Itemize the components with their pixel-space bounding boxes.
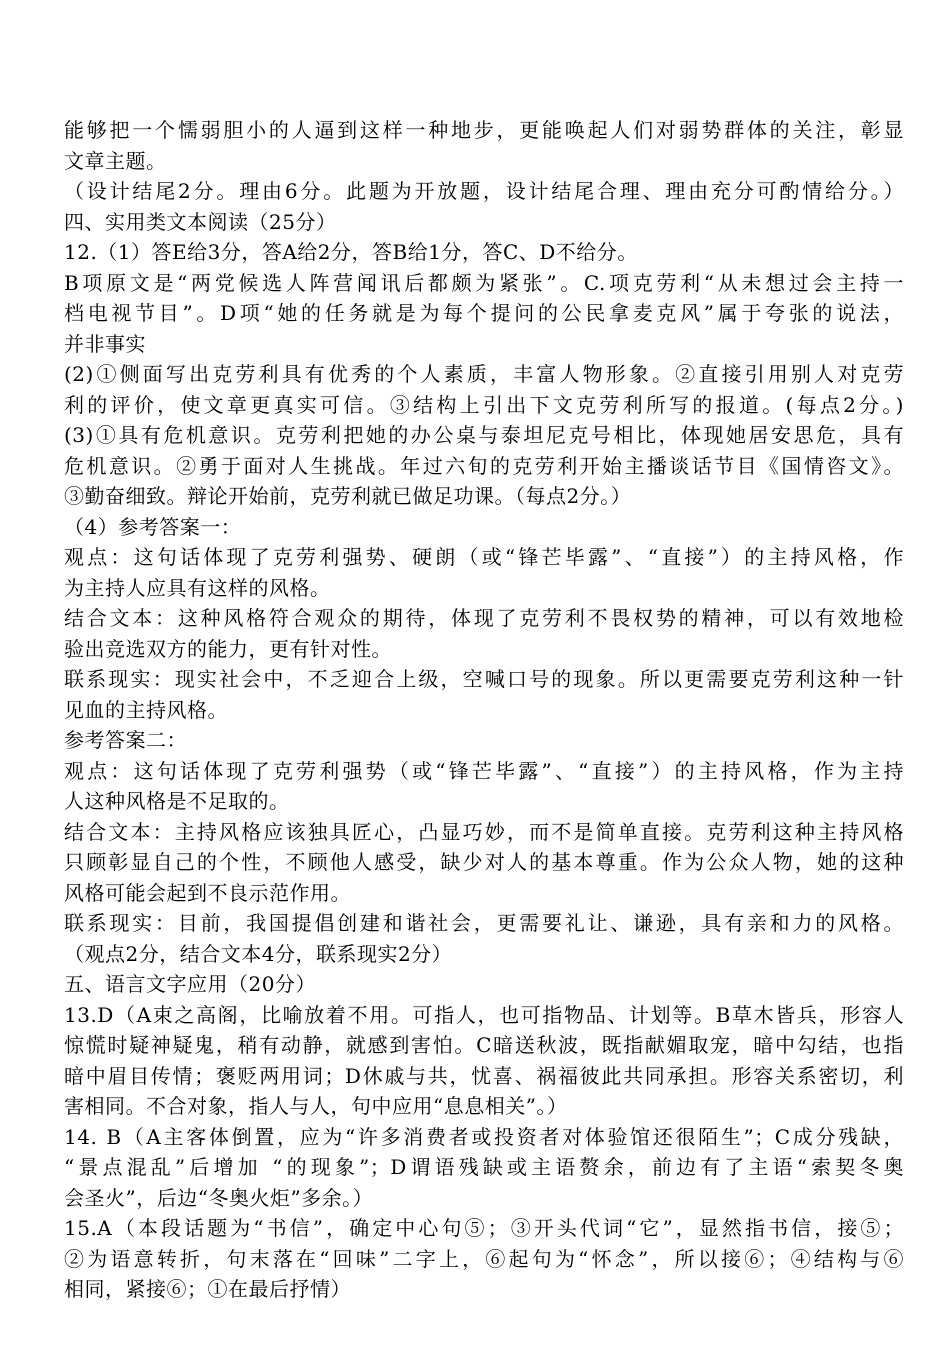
- text-line: (3)①具有危机意识。克劳利把她的办公桌与泰坦尼克号相比，体现她居安思危，具有: [64, 423, 904, 447]
- text-line: 档电视节目”。D项“她的任务就是为每个提问的公民拿麦克风”属于夸张的说法，: [64, 301, 904, 325]
- text-line: 联系现实：现实社会中，不乏迎合上级，空喊口号的现象。所以更需要克劳利这种一针: [64, 667, 904, 691]
- answer-key-document: [64, 115, 904, 1305]
- text-line: 验出竞选双方的能力，更有针对性。: [64, 636, 392, 661]
- text-line: 并非事实: [64, 331, 146, 356]
- text-line: 观点：这句话体现了克劳利强势、硬朗（或“锋芒毕露”、“直接”）的主持风格，作: [64, 545, 904, 569]
- text-line: （设计结尾2分。理由6分。此题为开放题，设计结尾合理、理由充分可酌情给分。）: [64, 179, 904, 203]
- text-line: 15.A（本段话题为“书信”，确定中心句⑤；③开头代词“它”，显然指书信，接⑤；: [64, 1216, 904, 1240]
- text-line: 惊慌时疑神疑鬼，稍有动静，就感到害怕。C暗送秋波，既指献媚取宠，暗中勾结，也指: [64, 1033, 904, 1057]
- text-line: 能够把一个懦弱胆小的人逼到这样一种地步，更能唤起人们对弱势群体的关注，彰显: [64, 118, 904, 142]
- text-line: 文章主题。: [64, 148, 167, 173]
- text-line: 结合文本：这种风格符合观众的期待，体现了克劳利不畏权势的精神，可以有效地检: [64, 606, 904, 630]
- text-line: 14. B（A主客体倒置，应为“许多消费者或投资者对体验馆还很陌生”；C成分残缺，: [64, 1124, 904, 1149]
- text-line: 12.（1）答E给3分，答A给2分，答B给1分，答C、D不给分。: [64, 240, 638, 264]
- text-line: B项原文是“两党候选人阵营闻讯后都颇为紧张”。C.项克劳利“从未想过会主持一: [64, 270, 904, 295]
- text-line: 参考答案二：: [64, 728, 187, 752]
- text-line: 结合文本：主持风格应该独具匠心，凸显巧妙，而不是简单直接。克劳利这种主持风格: [64, 819, 904, 844]
- text-line: （4）参考答案一：: [64, 514, 242, 539]
- text-line: 四、实用类文本阅读（25分）: [64, 209, 337, 234]
- text-line: 相同，紧接⑥；①在最后抒情）: [64, 1277, 351, 1301]
- text-line: 观点：这句话体现了克劳利强势（或“锋芒毕露”、“直接”）的主持风格，作为主持: [64, 758, 904, 783]
- text-line: ②为语意转折，句末落在“回味”二字上，⑥起句为“怀念”，所以接⑥；④结构与⑥: [64, 1246, 904, 1271]
- text-line: 13.D（A束之高阁，比喻放着不用。可指人，也可指物品、计划等。B草木皆兵，形容人: [64, 1002, 904, 1027]
- text-line: 风格可能会起到不良示范作用。: [64, 880, 351, 905]
- text-line: 会圣火”，后边“冬奥火炬”多余。）: [64, 1185, 374, 1210]
- text-line: 联系现实：目前，我国提倡创建和谐社会，更需要礼让、谦逊，具有亲和力的风格。: [64, 911, 904, 935]
- text-line: 见血的主持风格。: [64, 697, 228, 722]
- text-line: 危机意识。②勇于面对人生挑战。年过六旬的克劳利开始主播谈话节目《国情咨文》。: [64, 453, 904, 478]
- text-line: 利的评价，使文章更真实可信。③结构上引出下文克劳利所写的报道。(每点2分。): [64, 392, 904, 417]
- text-line: 只顾彰显自己的个性，不顾他人感受，缺少对人的基本尊重。作为公众人物，她的这种: [64, 850, 904, 874]
- text-line: 为主持人应具有这样的风格。: [64, 575, 331, 600]
- text-line: 五、语言文字应用（20分）: [64, 972, 316, 996]
- text-line: 暗中眉目传情；褒贬两用词；D休戚与共，忧喜、祸福彼此共同承担。形容关系密切，利: [64, 1063, 904, 1088]
- text-line: (2)①侧面写出克劳利具有优秀的个人素质，丰富人物形象。②直接引用别人对克劳: [64, 362, 904, 386]
- text-line: 害相同。不合对象，指人与人，句中应用“息息相关”。）: [64, 1094, 568, 1118]
- text-line: （观点2分，结合文本4分，联系现实2分）: [64, 941, 453, 966]
- text-line: ③勤奋细致。辩论开始前，克劳利就已做足功课。（每点2分。）: [64, 484, 632, 508]
- text-line: “景点混乱”后增加 “的现象”；D谓语残缺或主语赘余，前边有了主语“索契冬奥: [64, 1155, 904, 1179]
- text-line: 人这种风格是不足取的。: [64, 789, 290, 813]
